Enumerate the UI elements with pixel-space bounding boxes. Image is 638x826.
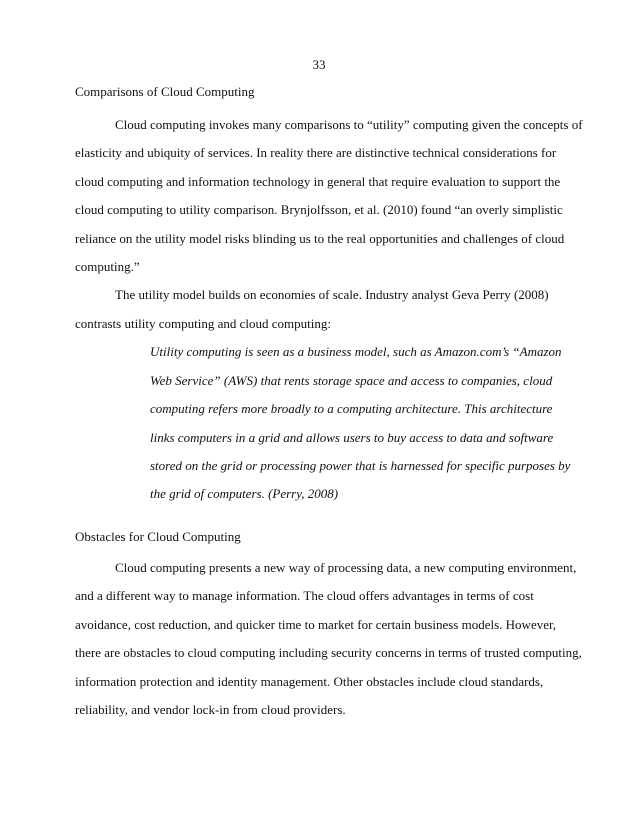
page-number: 33	[312, 57, 326, 72]
paragraph-line: avoidance, cost reduction, and quicker time to market for certain business models. However,	[75, 617, 557, 632]
paragraph-line: The utility model builds on economies of scale. Industry analyst Geva Perry (2008)	[115, 287, 549, 302]
paragraph-line: cloud computing to utility comparison. Brynjolfsson, et al. (2010) found “an overly simplistic	[75, 202, 563, 217]
paragraph-line: reliance on the utility model risks blinding us to the real opportunities and challenges of cloud	[75, 231, 565, 246]
section-heading-obstacles: Obstacles for Cloud Computing	[75, 529, 241, 544]
section-heading-comparisons: Comparisons of Cloud Computing	[75, 84, 255, 99]
paragraph-line: and a different way to manage information. The cloud offers advantages in terms of cost	[75, 588, 534, 603]
block-quote-line: links computers in a grid and allows users to buy access to data and software	[150, 430, 554, 445]
block-quote-line: the grid of computers. (Perry, 2008)	[150, 486, 339, 501]
paragraph-line: contrasts utility computing and cloud computing:	[75, 316, 331, 331]
block-quote-line: Utility computing is seen as a business model, such as Amazon.com’s “Amazon	[150, 344, 562, 359]
paragraph-line: Cloud computing presents a new way of processing data, a new computing environment,	[115, 560, 577, 575]
paragraph-line: elasticity and ubiquity of services. In reality there are distinctive technical considerations for	[75, 145, 557, 160]
paragraph-line: reliability, and vendor lock-in from cloud providers.	[75, 702, 346, 717]
block-quote-line: stored on the grid or processing power that is harnessed for specific purposes by	[150, 458, 571, 473]
paragraph-line: there are obstacles to cloud computing including security concerns in terms of trusted computing,	[75, 645, 582, 660]
block-quote-line: computing refers more broadly to a computing architecture. This architecture	[150, 401, 553, 416]
paragraph-line: cloud computing and information technology in general that require evaluation to support the	[75, 174, 561, 189]
block-quote-line: Web Service” (AWS) that rents storage space and access to companies, cloud	[150, 373, 553, 388]
paragraph-line: Cloud computing invokes many comparisons to “utility” computing given the concepts of	[115, 117, 583, 132]
paragraph-line: information protection and identity management. Other obstacles include cloud standards,	[75, 674, 544, 689]
paragraph-line: computing.”	[75, 259, 140, 274]
